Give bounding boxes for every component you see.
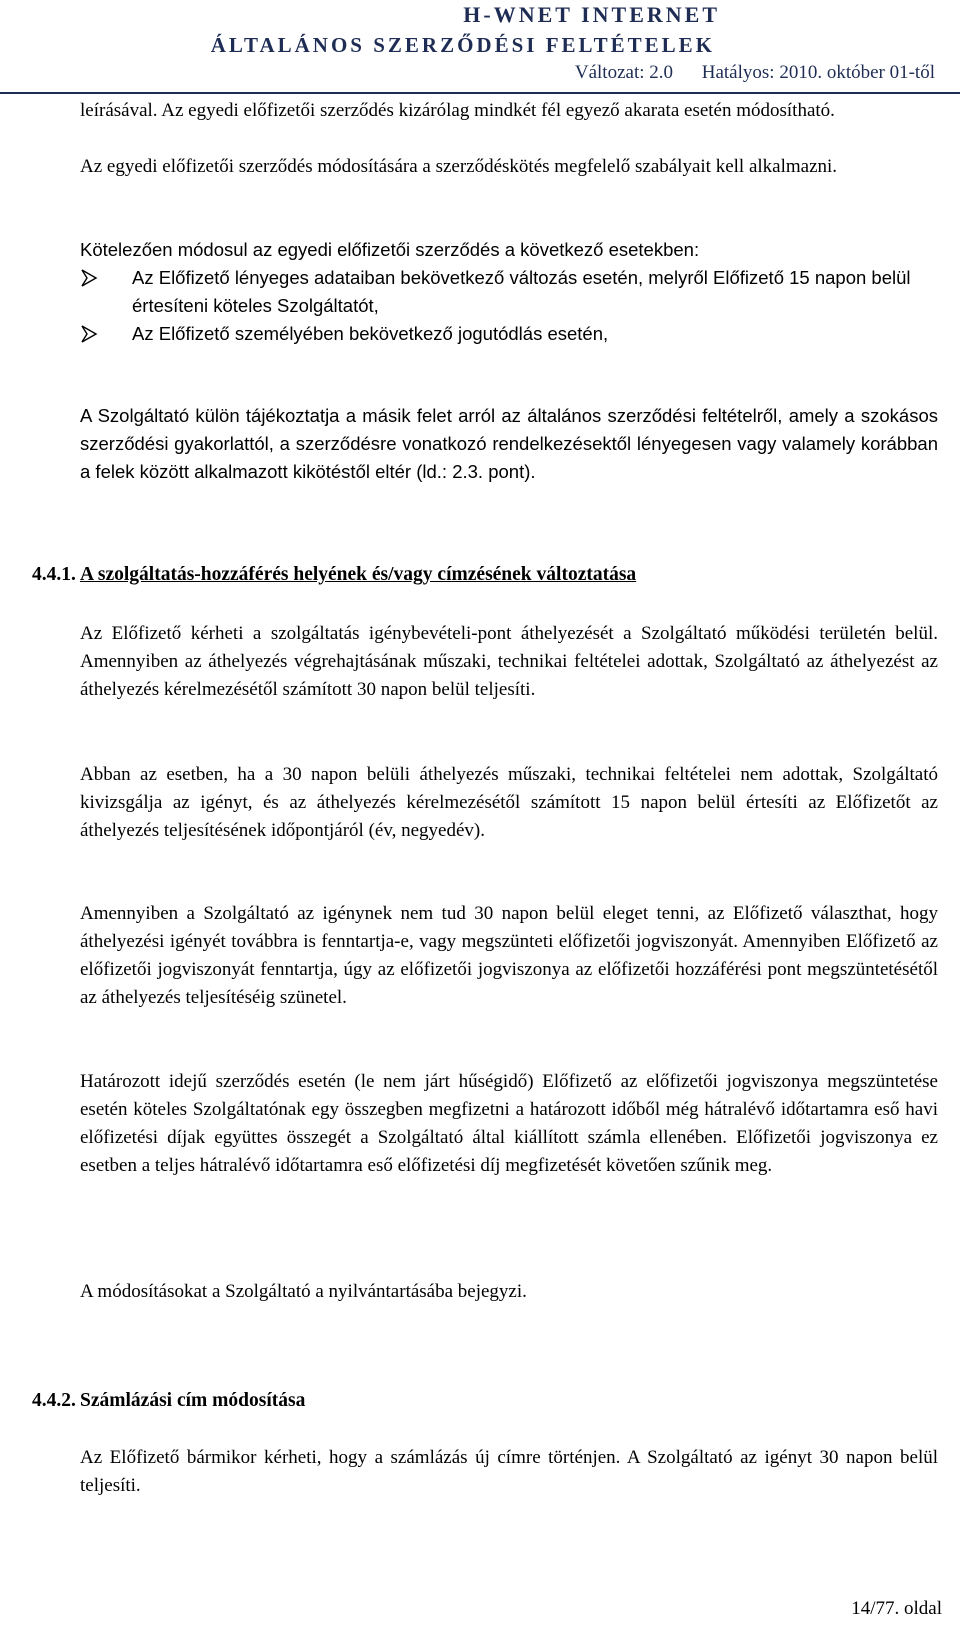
page-header (0, 0, 960, 97)
company-name: H-WNET INTERNET (463, 2, 720, 27)
list-item (80, 264, 938, 320)
paragraph-2: Az egyedi előfizetői szerződés módosítására a szerződéskötés megfelelő szabályait kell alkalmazni. (80, 156, 838, 177)
document-title: ÁLTALÁNOS SZERZŐDÉSI FELTÉTELEK (210, 33, 715, 57)
version-label: Változat: 2.0 (574, 62, 673, 83)
section-paragraph: Határozott idejű szerződés esetén (le nem járt hűségidő) Előfizető az előfizetői jogviszonya megszüntetése esetén köteles Szolgáltatónak egy összegben megfizetni a határozott időből még hátralévő időtartamra eső havi előfizetési díjak együttes összegét a Szolgáltató által kiállított számla ellenében. Előfizetői jogviszonya ez esetben a teljes hátralévő időtartamra eső előfizetési díj megfizetését követően szűnik meg. (80, 1071, 938, 1176)
section-number: 4.4.2. (32, 1390, 76, 1411)
section-paragraph: A módosításokat a Szolgáltató a nyilvántartásába bejegyzi. (80, 1281, 527, 1302)
paragraph-4: A Szolgáltató külön tájékoztatja a másik felet arról az általános szerződési feltételről, amely a szokásos szerződési gyakorlattól, a szerződésre vonatkozó rendelkezésektől lényegesen vagy valamely korábban a felek között alkalmazott kikötéstől eltér (ld.: 2.3. pont). (80, 405, 938, 482)
section-number: 4.4.1. (32, 564, 76, 585)
version-line (575, 62, 935, 84)
section-paragraph: Az Előfizető kérheti a szolgáltatás igénybevételi-pont áthelyezését a Szolgáltató működési területén belül. Amennyiben az áthelyezés végrehajtásának műszaki, technikai feltételei adottak, Szolgáltató az áthelyezést az áthelyezés kérelmezésétől számított 30 napon belül teljesíti. (80, 623, 938, 700)
arrow-bullet-icon (80, 320, 100, 352)
list-item (80, 320, 938, 348)
paragraph-3: Kötelezően módosul az egyedi előfizetői szerződés a következő esetekben: (80, 239, 700, 260)
section-paragraph: Amennyiben a Szolgáltató az igénynek nem tud 30 napon belül eleget tenni, az Előfizető választhat, hogy áthelyezési igényét továbbra is fenntartja-e, vagy megszünteti előfizetői jogviszonyát. Amennyiben Előfizető az előfizetői jogviszonyát fenntartja, úgy az előfizetői jogviszonya az előfizetői hozzáférési pont megszüntetésétől az áthelyezés teljesítéséig szünetel. (80, 903, 938, 1008)
section-heading: Számlázási cím módosítása (80, 1390, 306, 1411)
list-item-text: Az Előfizető személyében bekövetkező jogutódlás esetén, (132, 323, 609, 344)
section-heading: A szolgáltatás-hozzáférés helyének és/vagy címzésének változtatása (80, 564, 637, 585)
page-number: 14/77. oldal (851, 1598, 942, 1619)
header-divider (0, 92, 960, 94)
section-paragraph: Abban az esetben, ha a 30 napon belüli áthelyezés műszaki, technikai feltételei nem adottak, Szolgáltató kivizsgálja az igényt, és az áthelyezés kérelmezésétől számított 15 napon belül értesíti az Előfizetőt az áthelyezés teljesítésének időpontjáról (év, negyedév). (80, 764, 938, 841)
effective-date: Hatályos: 2010. október 01-től (701, 62, 935, 83)
arrow-bullet-icon (80, 264, 100, 296)
paragraph-1: leírásával. Az egyedi előfizetői szerződés kizárólag mindkét fél egyező akarata esetén módosítható. (80, 100, 835, 121)
section-paragraph: Az Előfizető bármikor kérheti, hogy a számlázás új címre történjen. A Szolgáltató az igényt 30 napon belül teljesíti. (80, 1447, 938, 1496)
list-item-text: Az Előfizető lényeges adataiban bekövetkező változás esetén, melyről Előfizető 15 napon belül értesíteni köteles Szolgáltatót, (132, 267, 911, 316)
